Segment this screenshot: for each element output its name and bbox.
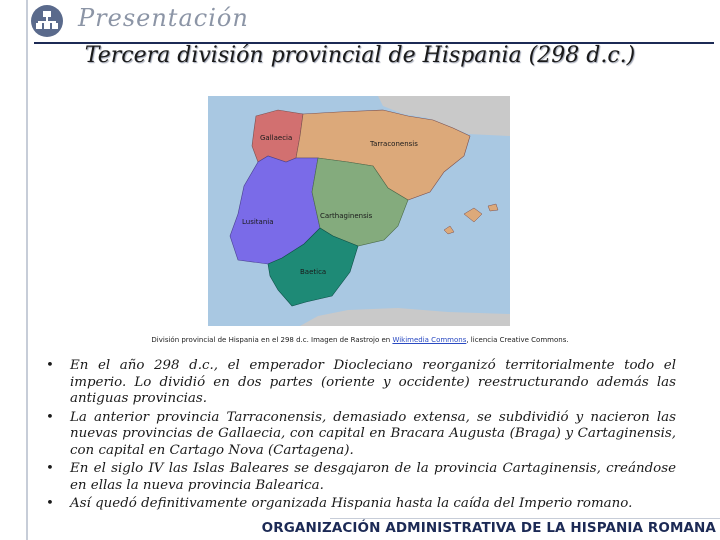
bullet-dot: •	[46, 409, 54, 425]
caption-text: División provincial de Hispania en el 298 d.c. Imagen de Rastrojo en	[151, 336, 391, 344]
footer-divider	[330, 518, 720, 519]
left-divider	[26, 0, 28, 540]
wikimedia-commons-link[interactable]: Wikimedia Commons	[392, 336, 467, 344]
bullet-text: Así quedó definitivamente organizada Hispania hasta la caída del Imperio romano.	[70, 496, 633, 511]
bullet-text: La anterior provincia Tarraconensis, demasiado extensa, se subdividió y nacieron las nuevas provincias de Gallaecia, con capital en Bracara Augusta (Braga) y Cartaginensis, con capital en Cartago Nova (Cartagena).	[70, 409, 676, 458]
label-lusitania: Lusitania	[242, 218, 274, 226]
bullet-item	[40, 461, 676, 494]
bullet-list	[40, 358, 676, 515]
slide-title: Tercera división provincial de Hispania (298 d.c.)	[84, 43, 636, 68]
africa-land	[300, 308, 510, 326]
label-carthaginensis: Carthaginensis	[320, 212, 373, 220]
bullet-dot: •	[46, 461, 54, 476]
label-baetica: Baetica	[300, 268, 327, 276]
island-ibiza	[444, 226, 454, 234]
section-title: Presentación	[78, 4, 249, 32]
bullet-text: En el año 298 d.c., el emperador Diocleciano reorganizó territorialmente todo el imperio. Lo dividió en dos partes (oriente y occidente) reestructurando además las antiguas provincias.	[70, 358, 676, 406]
bullet-item	[40, 496, 676, 513]
bullet-item	[40, 358, 676, 408]
map-caption	[0, 336, 720, 344]
island-menorca	[488, 204, 498, 211]
bullet-dot: •	[46, 358, 54, 373]
label-tarraconensis: Tarraconensis	[370, 140, 418, 148]
bullet-item	[40, 410, 676, 460]
bullet-dot: •	[46, 496, 54, 511]
island-mallorca	[464, 208, 482, 222]
hispania-map	[208, 96, 510, 326]
org-chart-icon	[30, 4, 64, 38]
footer-title: ORGANIZACIÓN ADMINISTRATIVA DE LA HISPANIA ROMANA	[261, 520, 716, 536]
label-gallaecia: Gallaecia	[260, 134, 293, 142]
caption-license: , licencia Creative Commons.	[466, 336, 569, 344]
bullet-text: En el siglo IV las Islas Baleares se desgajaron de la provincia Cartaginensis, creándose en ellas la nueva provincia Balearica.	[70, 461, 676, 493]
